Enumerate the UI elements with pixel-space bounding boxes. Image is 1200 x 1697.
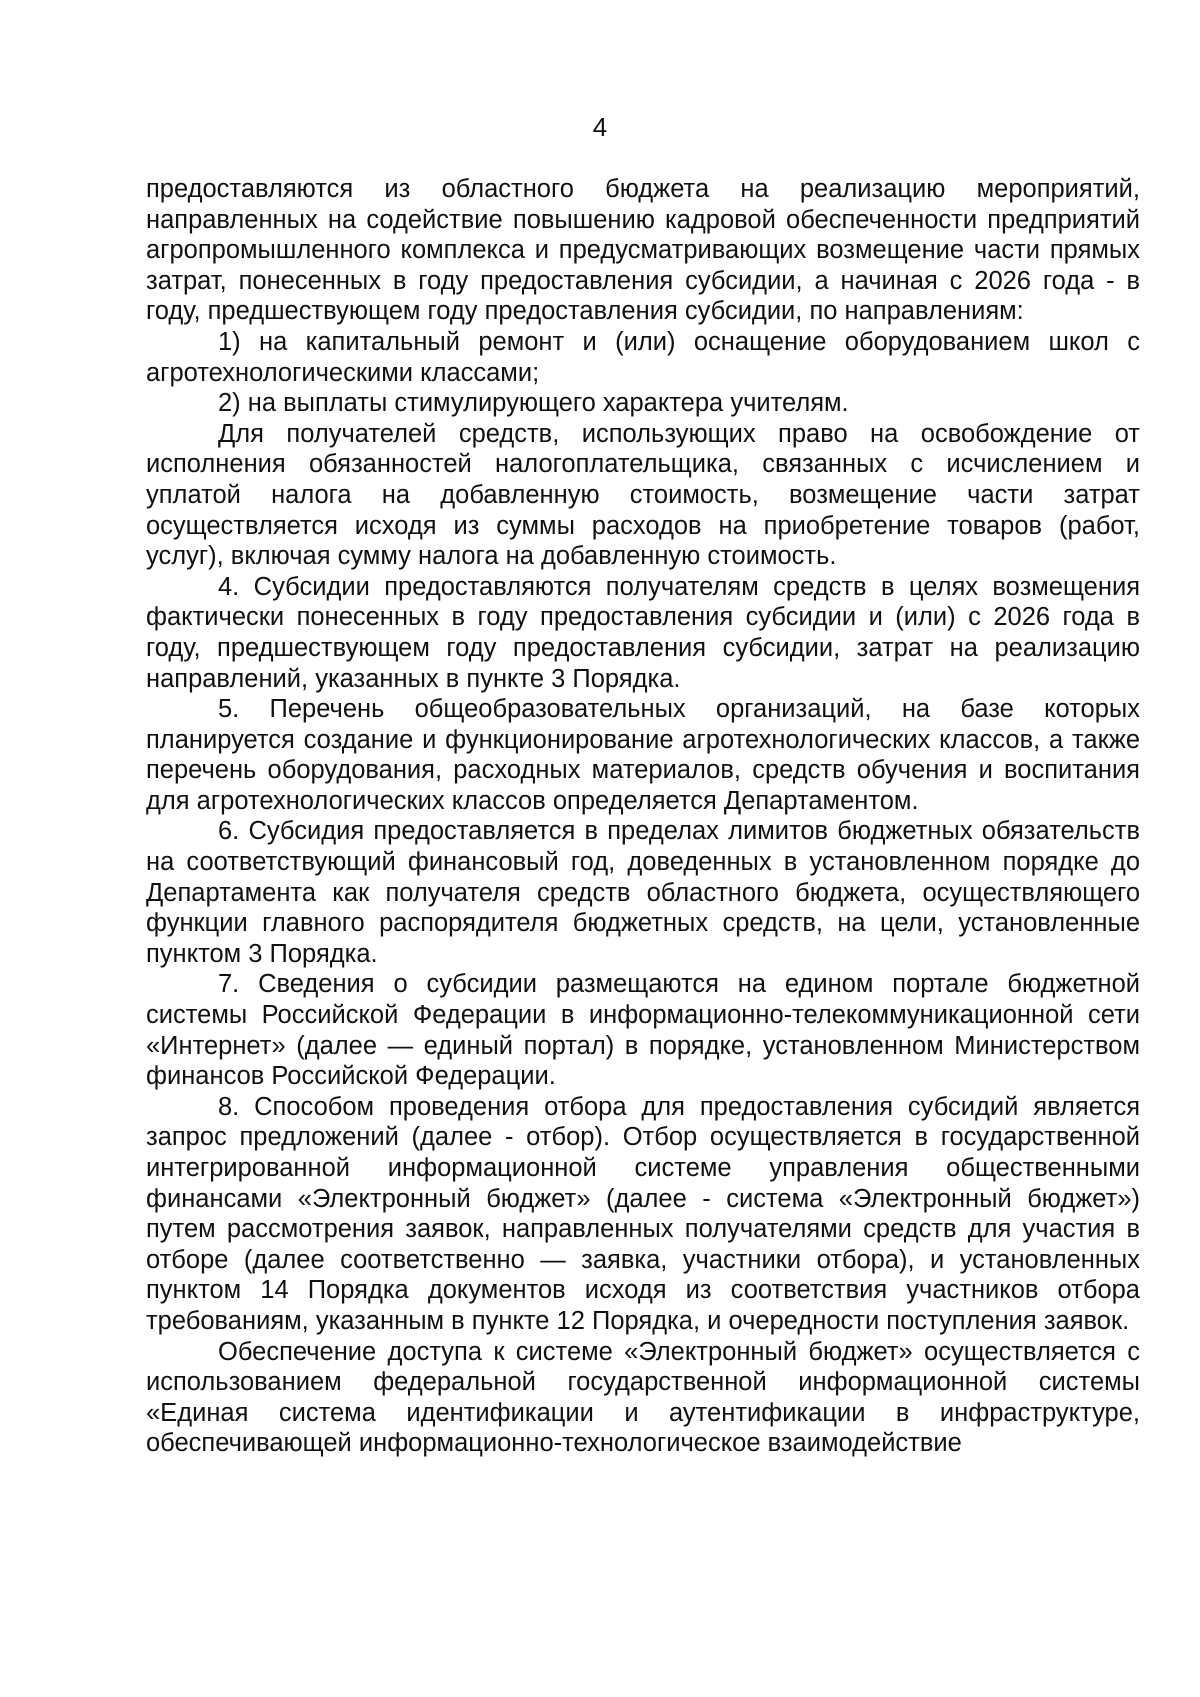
paragraph-item-1: 1) на капитальный ремонт и (или) оснащение оборудованием школ с агротехнологическими классами; [146,327,1140,387]
document-body [146,174,1140,1459]
paragraph-clause-7: 7. Сведения о субсидии размещаются на едином портале бюджетной системы Российской Федерации в информационно-телекоммуникационной сети «Интернет» (далее — единый портал) в порядке, установленном Министерством финансов Российской Федерации. [146,970,1140,1091]
paragraph-clause-5: 5. Перечень общеобразовательных организаций, на базе которых планируется создание и функционирование агротехнологических классов, а также перечень оборудования, расходных материалов, средств обучения и воспитания для агротехнологических классов определяется Департаментом. [146,695,1140,815]
paragraph-item-2: 2) на выплаты стимулирующего характера учителям. [218,389,849,418]
paragraph-access: Обеспечение доступа к системе «Электронный бюджет» осуществляется с использованием федеральной государственной информационной системы «Единая система идентификации и аутентификации в инфраструктуре, обеспечивающей информационно-технологическое взаимодействие [146,1337,1140,1458]
paragraph-clause-8: 8. Способом проведения отбора для предоставления субсидий является запрос предложений (далее - отбор). Отбор осуществляется в государственной интегрированной информационной системе управления общественными финансами «Электронный бюджет» (далее - система «Электронный бюджет») путем рассмотрения заявок, направленных получателями средств для участия в отборе (далее соответственно — заявка, участники отбора), и установленных пунктом 14 Порядка документов исходя из соответствия участников отбора требованиям, указанным в пункте 12 Порядка, и очередности поступления заявок. [146,1092,1140,1335]
paragraph-clause-6: 6. Субсидия предоставляется в пределах лимитов бюджетных обязательств на соответствующий финансовый год, доведенных в установленном порядке до Департамента как получателя средств областного бюджета, осуществляющего функции главного распорядителя бюджетных средств, на цели, установленные пунктом 3 Порядка. [146,817,1140,968]
paragraph-intro: предоставляются из областного бюджета на реализацию мероприятий, направленных на содействие повышению кадровой обеспеченности предприятий агропромышленного комплекса и предусматривающих возмещение части прямых затрат, понесенных в году предоставления субсидии, а начиная с 2026 года - в году, предшествующем году предоставления субсидии, по направлениям: [146,175,1140,326]
page-number: 4 [592,112,608,142]
paragraph-vat-note: Для получателей средств, использующих право на освобождение от исполнения обязанностей налогоплательщика, связанных с исчислением и уплатой налога на добавленную стоимость, возмещение части затрат осуществляется исходя из суммы расходов на приобретение товаров (работ, услуг), включая сумму налога на добавленную стоимость. [146,419,1140,571]
paragraph-clause-4: 4. Субсидии предоставляются получателям средств в целях возмещения фактически понесенных в году предоставления субсидии и (или) с 2026 года в году, предшествующем году предоставления субсидии, затрат на реализацию направлений, указанных в пункте 3 Порядка. [146,572,1140,693]
